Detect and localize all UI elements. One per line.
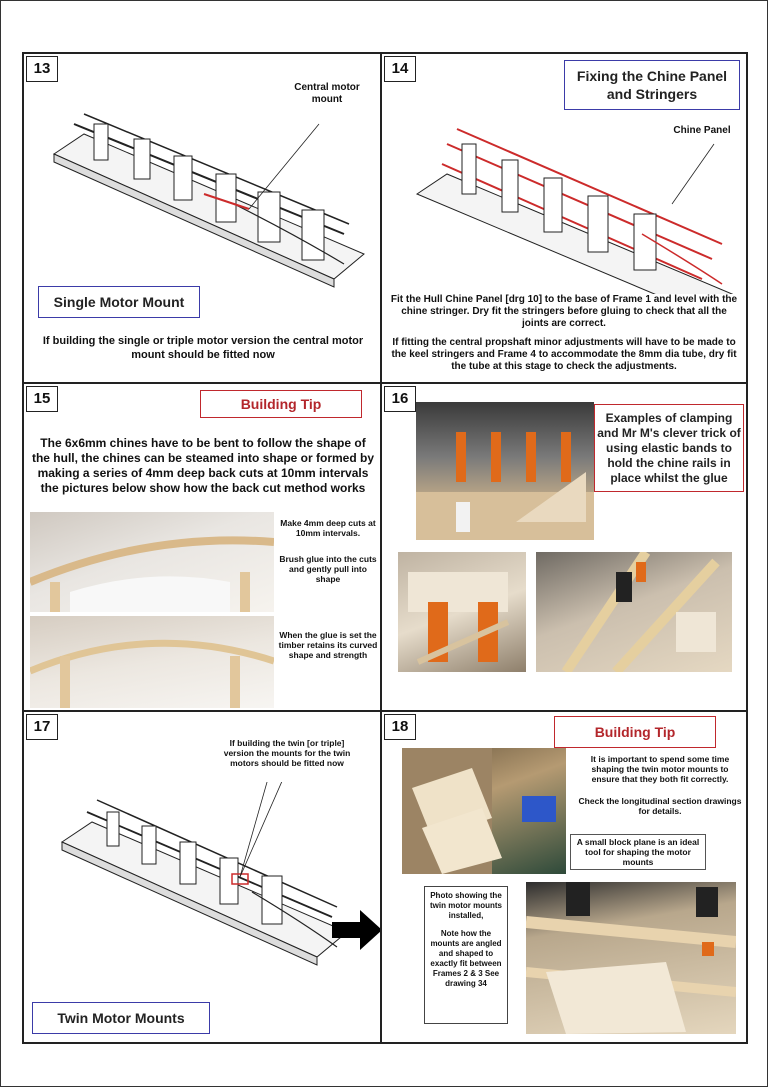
- photo-mounts-installed: [526, 882, 736, 1034]
- panel-15: [23, 383, 381, 711]
- panel-number: 18: [384, 714, 416, 740]
- panel-title: Single Motor Mount: [38, 286, 200, 318]
- curved-chine-photo: [30, 512, 274, 612]
- panel-18: [381, 711, 747, 1043]
- hull-chine-drawing: [402, 94, 742, 294]
- panel-13: [23, 53, 381, 383]
- building-tip-label: Building Tip: [554, 716, 716, 748]
- panel-title: Fixing the Chine Panel and Stringers: [564, 60, 740, 110]
- hull-frame-drawing: [44, 84, 374, 294]
- photo-glued-chine: [30, 616, 274, 708]
- photo-clamping-top: [416, 402, 594, 540]
- note-brush-glue: Brush glue into the cuts and gently pull into shape: [279, 554, 377, 584]
- motor-mounts-photo: [402, 748, 566, 874]
- tip-text-1: It is important to spend some time shaping the twin motor mounts to ensure that they both fit correctly.: [590, 754, 730, 784]
- panel-text: The 6x6mm chines have to be bent to follow the shape of the hull, the chines can be steamed into shape or formed by making a series of 4mm deep back cuts at 10mm intervals the pictures below show how the back cut method works: [31, 436, 375, 495]
- label-chine-panel: Chine Panel: [673, 125, 731, 136]
- panel-14: [381, 53, 747, 383]
- note-glue-set: When the glue is set the timber retains its curved shape and strength: [278, 630, 378, 660]
- mounts-installed-photo: [526, 882, 736, 1034]
- panel-number: 16: [384, 386, 416, 412]
- panel-caption-2: If fitting the central propshaft minor adjustments will have to be made to the keel stringers and Frame 4 to accommodate the 8mm dia tube, dry fit the tube at this stage to check the adjustments.: [391, 337, 737, 372]
- clamp-closeup-photo: [398, 552, 526, 672]
- clamps-photo: [416, 402, 594, 540]
- panel-title: Twin Motor Mounts: [32, 1002, 210, 1034]
- note-back-cuts: Make 4mm deep cuts at 10mm intervals.: [280, 518, 376, 538]
- panel-caption: If building the single or triple motor version the central motor mount should be fitted now: [42, 335, 364, 361]
- glued-chine-photo: [30, 616, 274, 708]
- twin-mount-hull-drawing: [52, 782, 352, 982]
- clamping-note: Examples of clamping and Mr M's clever trick of using elastic bands to hold the chine rails in place whilst the glue: [594, 404, 744, 492]
- photo-note-1: Photo showing the twin motor mounts installed,: [430, 891, 502, 920]
- panel-16: [381, 383, 747, 711]
- photo-note-2: Note how the mounts are angled and shaped to exactly fit between Frames 2 & 3 See drawing 34: [430, 929, 502, 988]
- panel-number: 14: [384, 56, 416, 82]
- tip-text-2: Check the longitudinal section drawings for details.: [578, 796, 742, 816]
- photo-clamp-closeup: [398, 552, 526, 672]
- photo-hull-elastic: [536, 552, 732, 672]
- hull-elastic-photo: [536, 552, 732, 672]
- photo-caption-box: [424, 886, 508, 1024]
- panel-17: [23, 711, 381, 1043]
- label-twin-mounts: If building the twin [or triple] version the mounts for the twin motors should be fitted now: [223, 738, 351, 768]
- photo-motor-mounts: [402, 748, 566, 874]
- panel-number: 15: [26, 386, 58, 412]
- arrow-icon: [332, 910, 381, 950]
- panel-grid: [22, 52, 748, 1044]
- block-plane-note: A small block plane is an ideal tool for shaping the motor mounts: [570, 834, 706, 870]
- photo-back-cuts: [30, 512, 274, 612]
- panel-number: 17: [26, 714, 58, 740]
- label-central-motor-mount: Central motor mount: [294, 82, 360, 105]
- panel-number: 13: [26, 56, 58, 82]
- building-tip-label: Building Tip: [200, 390, 362, 418]
- panel-caption-1: Fit the Hull Chine Panel [drg 10] to the base of Frame 1 and level with the chine stringer. Dry fit the stringers before gluing to check that all the joints are correct.: [390, 294, 738, 329]
